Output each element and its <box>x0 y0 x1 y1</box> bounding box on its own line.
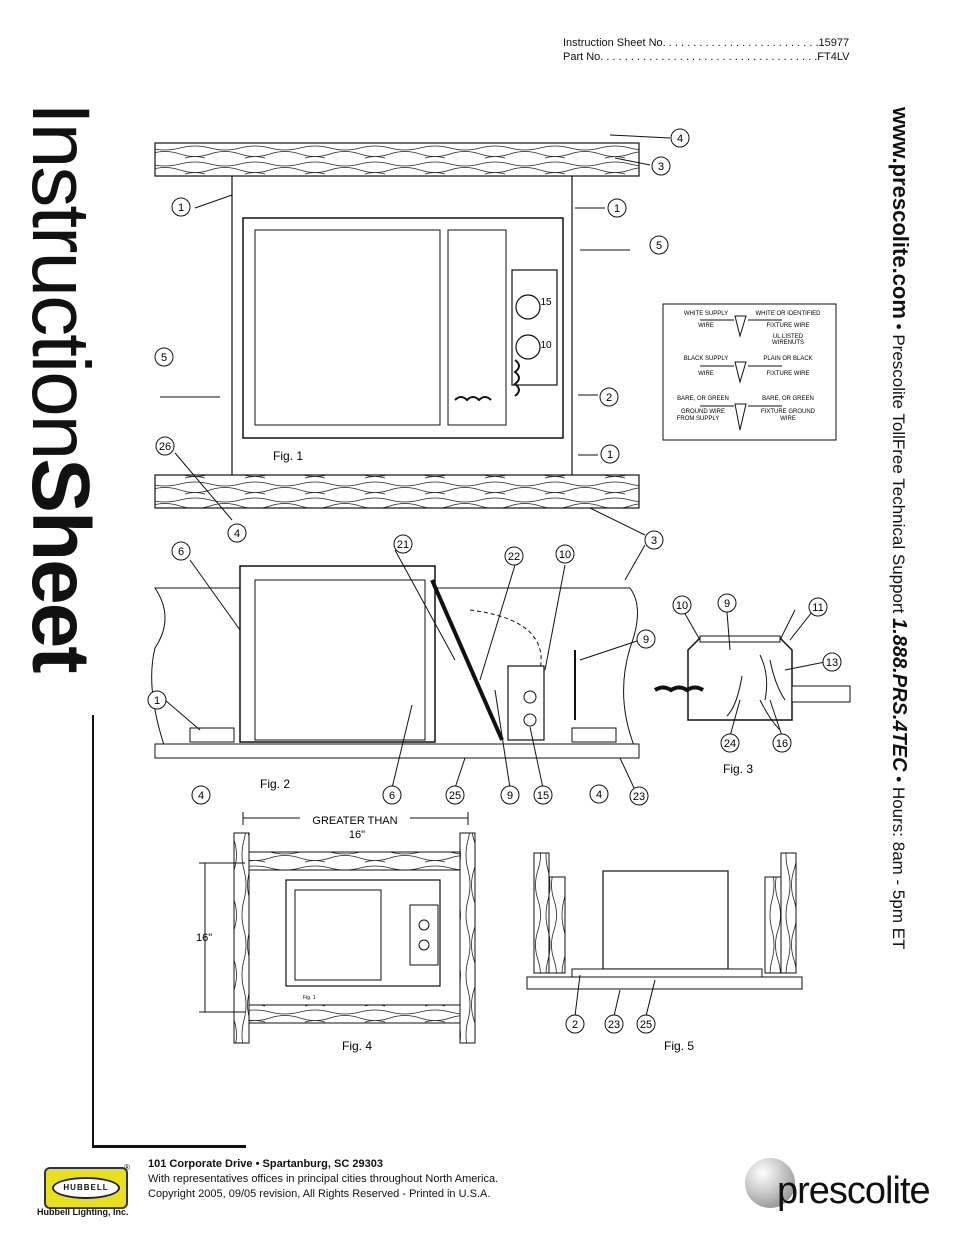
svg-text:BARE, OR GREEN: BARE, OR GREEN <box>762 396 814 402</box>
svg-text:1: 1 <box>606 449 614 461</box>
wiring-chart <box>663 304 836 440</box>
svg-text:3: 3 <box>650 535 658 547</box>
fig2-label: Fig. 2 <box>260 777 291 791</box>
svg-text:4: 4 <box>233 528 241 540</box>
callout-5-right <box>650 236 668 254</box>
svg-text:24: 24 <box>723 738 737 750</box>
callout-25 <box>637 1015 655 1033</box>
svg-text:FIXTURE WIRE: FIXTURE WIRE <box>766 323 810 329</box>
callout-24 <box>721 734 739 752</box>
callout-10 <box>556 545 574 563</box>
prescolite-logo: prescolite <box>777 1170 930 1212</box>
svg-text:13: 13 <box>825 657 839 669</box>
callout-22 <box>505 547 523 565</box>
callout-13 <box>823 653 841 671</box>
callout-9 <box>718 594 736 612</box>
registered-mark: ® <box>124 1163 130 1172</box>
callout-11 <box>809 598 827 616</box>
callout-16 <box>773 734 791 752</box>
ceiling-line <box>155 744 639 758</box>
svg-text:2: 2 <box>605 392 613 404</box>
fig4-fixture <box>286 880 440 986</box>
junction-box-side <box>508 666 544 740</box>
part-number: Part No. . . . . . . . . . . . . . . . . . . . . . . . . . . . . . . . . . . .FT4LV <box>563 51 850 63</box>
callout-4-right <box>590 785 608 803</box>
dimension-16: 16" <box>196 932 213 944</box>
svg-text:WIRE: WIRE <box>698 371 714 377</box>
svg-text:WHITE SUPPLY: WHITE SUPPLY <box>683 311 729 317</box>
footer-address-block <box>148 1157 498 1202</box>
fig5-callouts <box>566 1015 655 1033</box>
hubbell-logo <box>44 1167 128 1209</box>
fig4-inner-label: Fig. 1 <box>303 995 316 1001</box>
callout-10-inline: 10 <box>540 340 552 351</box>
svg-text:22: 22 <box>507 551 521 563</box>
svg-text:11: 11 <box>812 602 824 614</box>
svg-text:23: 23 <box>607 1019 621 1031</box>
bottom-joist <box>155 475 639 508</box>
svg-text:9: 9 <box>642 634 650 646</box>
company-address: 101 Corporate Drive • Spartanburg, SC 29303 <box>148 1158 383 1170</box>
svg-text:BARE, OR GREEN: BARE, OR GREEN <box>677 396 729 402</box>
fixture-side-view <box>240 566 435 742</box>
callout-2 <box>566 1015 584 1033</box>
hubbell-subtitle: Hubbell Lighting, Inc. <box>37 1207 129 1217</box>
callout-23 <box>605 1015 623 1033</box>
svg-text:10: 10 <box>558 549 572 561</box>
callout-23 <box>630 787 648 805</box>
top-joist <box>155 143 639 176</box>
figure-1 <box>155 135 670 535</box>
callout-6-top <box>172 542 190 560</box>
svg-text:1: 1 <box>153 695 161 707</box>
svg-text:25: 25 <box>448 790 462 802</box>
figure-4 <box>196 812 475 1053</box>
callout-3 <box>645 531 663 549</box>
svg-text:4: 4 <box>197 790 205 802</box>
greater-than-value: 16" <box>348 829 366 841</box>
svg-text:UL LISTED: UL LISTED <box>772 334 804 340</box>
fixture-housing <box>243 218 563 438</box>
callout-9-bottom <box>501 786 519 804</box>
svg-text:5: 5 <box>160 352 168 364</box>
svg-text:16: 16 <box>775 738 789 750</box>
svg-text:6: 6 <box>388 790 396 802</box>
callout-4-left <box>192 786 210 804</box>
svg-text:WIRE: WIRE <box>698 323 714 329</box>
greater-than-label: GREATER THAN <box>312 815 398 827</box>
instruction-sheet-number: Instruction Sheet No. . . . . . . . . . . . . . . . . . . . . . . . . .15977 <box>563 37 850 49</box>
svg-text:6: 6 <box>177 546 185 558</box>
representatives-note: With representatives offices in principal cities throughout North America. <box>148 1173 499 1185</box>
callout-2 <box>600 388 618 406</box>
svg-text:4: 4 <box>595 789 603 801</box>
fig5-label: Fig. 5 <box>664 1039 695 1053</box>
svg-text:9: 9 <box>723 598 731 610</box>
svg-text:5: 5 <box>655 240 663 252</box>
svg-text:9: 9 <box>506 790 514 802</box>
figure-2 <box>152 545 645 791</box>
svg-text:BLACK SUPPLY: BLACK SUPPLY <box>683 356 729 362</box>
svg-text:10: 10 <box>675 600 689 612</box>
callout-1 <box>148 691 166 709</box>
svg-text:1: 1 <box>177 202 185 214</box>
svg-text:1: 1 <box>613 203 621 215</box>
callout-9-right <box>637 630 655 648</box>
svg-text:26: 26 <box>158 441 172 453</box>
fig4-label: Fig. 4 <box>342 1039 373 1053</box>
svg-text:15: 15 <box>536 790 550 802</box>
callout-25 <box>446 786 464 804</box>
callout-6-bottom <box>383 786 401 804</box>
svg-text:FROM SUPPLY: FROM SUPPLY <box>676 416 720 422</box>
svg-text:PLAIN OR BLACK: PLAIN OR BLACK <box>763 356 813 362</box>
callout-4-lower <box>228 524 246 542</box>
figure-3 <box>655 610 850 776</box>
callout-10 <box>673 596 691 614</box>
svg-text:21: 21 <box>396 539 410 551</box>
callout-4-top <box>671 129 689 147</box>
callout-1-right <box>608 199 626 217</box>
callout-26 <box>156 437 174 455</box>
svg-text:4: 4 <box>676 133 684 145</box>
copyright: Copyright 2005, 09/05 revision, All Rights Reserved - Printed in U.S.A. <box>148 1188 491 1200</box>
callout-15 <box>534 786 552 804</box>
svg-text:2: 2 <box>571 1019 579 1031</box>
svg-text:WHITE OR IDENTIFIED: WHITE OR IDENTIFIED <box>755 311 821 317</box>
support-text: • Prescolite TollFree Technical Support <box>889 318 908 619</box>
svg-text:GROUND WIRE: GROUND WIRE <box>681 409 725 415</box>
callout-21 <box>394 535 412 553</box>
svg-text:25: 25 <box>639 1019 653 1031</box>
fig3-label: Fig. 3 <box>723 762 754 776</box>
svg-text:FIXTURE WIRE: FIXTURE WIRE <box>766 371 810 377</box>
fig5-fixture <box>603 871 728 969</box>
svg-text:WIRENUTS: WIRENUTS <box>772 340 804 346</box>
phone-number[interactable]: 1.888.PRS.4TEC <box>888 618 910 772</box>
callout-1-lower <box>601 445 619 463</box>
website-link[interactable]: www.prescolite.com <box>888 107 913 319</box>
svg-text:WIRE: WIRE <box>780 416 796 422</box>
callout-3-top <box>652 157 670 175</box>
title-bold: Sheet <box>15 458 106 672</box>
callout-5-left <box>155 348 173 366</box>
svg-text:3: 3 <box>657 161 665 173</box>
callout-1-left <box>172 198 190 216</box>
title-light: Instruction <box>15 102 106 459</box>
support-hours: • Hours: 8am - 5pm ET <box>889 771 908 950</box>
callout-15-inline: 15 <box>540 297 552 308</box>
svg-text:23: 23 <box>632 791 646 803</box>
svg-text:FIXTURE GROUND: FIXTURE GROUND <box>761 409 815 415</box>
hubbell-wordmark: HUBBELL <box>52 1177 120 1199</box>
fig1-label: Fig. 1 <box>273 449 304 463</box>
